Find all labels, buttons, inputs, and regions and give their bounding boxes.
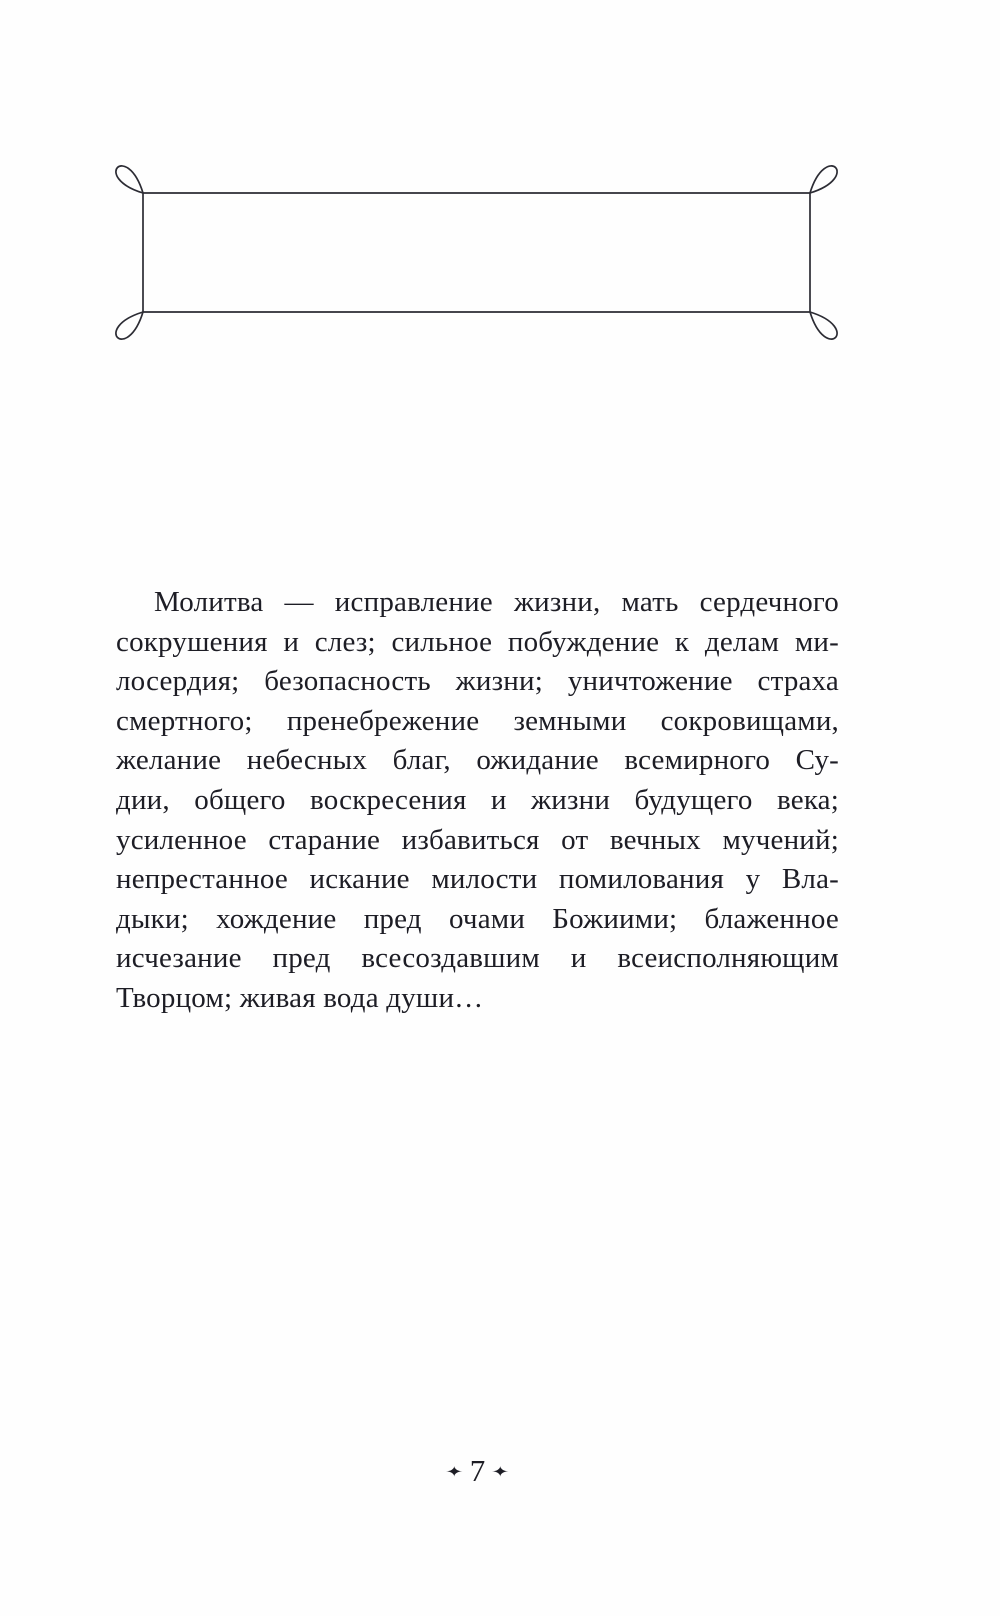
paragraph-line: исчезание пред всесоздавшим и всеисполняющим (116, 942, 839, 975)
paragraph-line: лосердия; безопасность жизни; уничтожение страха (116, 665, 839, 698)
paragraph-line: Творцом; живая вода души… (116, 981, 484, 1014)
diamond-ornament-left-icon: ✦ (445, 1462, 464, 1480)
paragraph-line: дии, общего воскресения и жизни будущего века; (116, 783, 839, 816)
page-number: 7 (469, 1452, 486, 1488)
paragraph-line: желание небесных благ, ожидание всемирного Су- (116, 744, 839, 777)
paragraph-line: дыки; хождение пред очами Божиими; блаженное (116, 902, 839, 935)
diamond-ornament-right-icon: ✦ (491, 1462, 510, 1480)
decorative-frame (105, 158, 845, 348)
paragraph-line: непрестанное искание милости помилования у Вла- (116, 863, 839, 896)
paragraph-line: Молитва — исправление жизни, мать сердечного (154, 586, 839, 618)
body-paragraph (116, 583, 839, 1019)
paragraph-line: сокрушения и слез; сильное побуждение к делам ми- (116, 625, 839, 658)
page-footer (116, 1448, 839, 1492)
paragraph-line: смертного; пренебрежение земными сокровищами, (116, 704, 839, 737)
frame-loop-bottom-right (810, 312, 837, 339)
paragraph-line: усиленное старание избавиться от вечных мучений; (116, 823, 839, 856)
frame-rect (143, 193, 810, 312)
frame-loop-top-right (810, 166, 837, 193)
frame-loop-top-left (116, 166, 143, 193)
frame-loop-bottom-left (116, 312, 143, 339)
